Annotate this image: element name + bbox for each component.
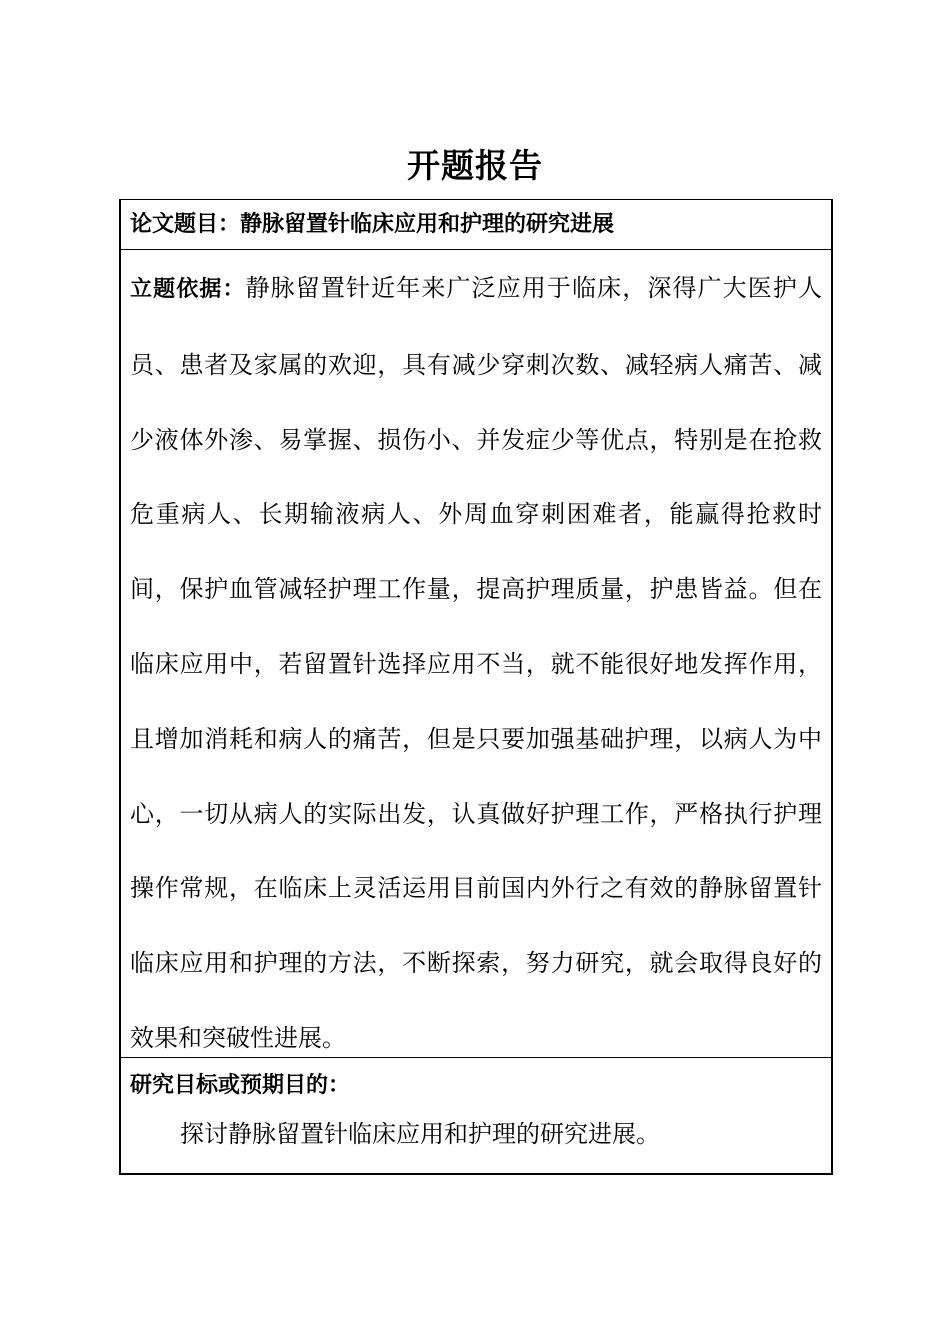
topic-row xyxy=(121,200,831,250)
report-table xyxy=(119,199,833,1175)
basis-row xyxy=(121,250,831,1058)
goal-row xyxy=(121,1058,831,1173)
basis-label: 立题依据： xyxy=(130,277,246,302)
topic-label: 论文题目： xyxy=(130,212,241,237)
page-title: 开题报告 xyxy=(407,146,543,185)
goal-text: 探讨静脉留置针临床应用和护理的研究进展。 xyxy=(180,1120,660,1148)
topic-value: 静脉留置针临床应用和护理的研究进展 xyxy=(240,212,615,237)
basis-text: 静脉留置针近年来广泛应用于临床，深得广大医护人员、患者及家属的欢迎，具有减少穿刺次数、减轻病人痛苦、减少液体外渗、易掌握、损伤小、并发症少等优点，特别是在抢救危重病人、长期输液病人、外周血穿刺困难者，能赢得抢救时间，保护血管减轻护理工作量，提高护理质量，护患皆益。但在临床应用中，若留置针选择应用不当，就不能很好地发挥作用，且增加消耗和病人的痛苦，但是只要加强基础护理，以病人为中心，一切从病人的实际出发，认真做好护理工作，严格执行护理操作常规，在临床上灵活运用目前国内外行之有效的静脉留置针临床应用和护理的方法，不断探索，努力研究，就会取得良好的效果和突破性进展。 xyxy=(130,274,822,1052)
goal-label: 研究目标或预期目的： xyxy=(130,1073,351,1098)
